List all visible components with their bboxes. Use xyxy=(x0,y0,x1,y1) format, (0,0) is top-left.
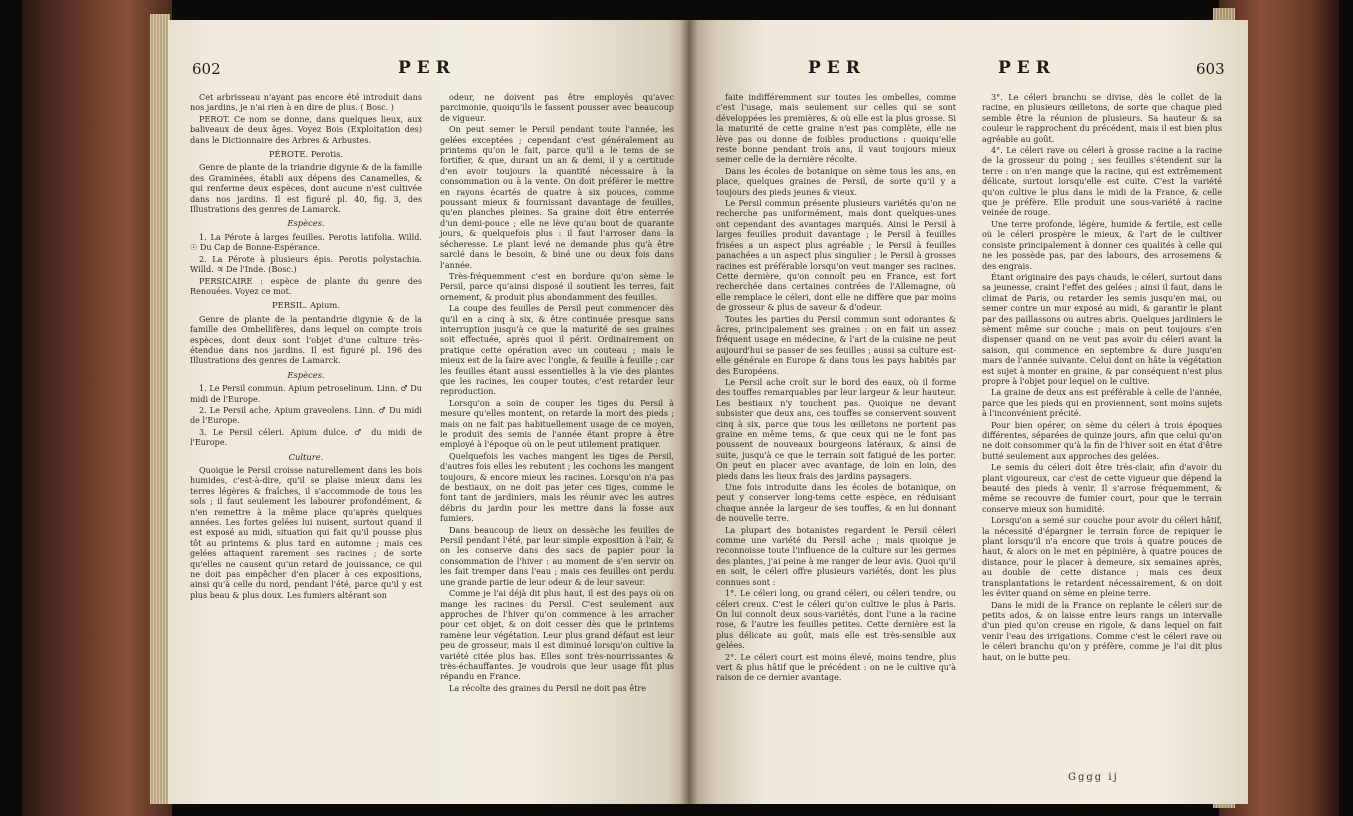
paragraph: PERSIL. Apium. xyxy=(271,300,341,311)
paragraph: PÉROTE. Perotis. xyxy=(268,149,344,160)
paragraph: La graine de deux ans est préférable à celle de l'année, parce que les pieds qui en proviennent, sont moins sujets à l'inconvénient précité. xyxy=(982,387,1222,419)
paragraph: 2°. Le céleri court est moins élevé, moins tendre, plus vert & plus hâtif que le précédent : on ne le cultive qu'à raison de ce dernier avantage. xyxy=(716,651,956,683)
paragraph: PEROT. Ce nom se donne, dans quelques lieux, aux baliveaux de deux âges. Voyez Bois (Exploitation des) dans le Dictionnaire des Arbres & Arbustes. xyxy=(190,113,422,145)
left-page-number: 602 xyxy=(192,60,221,78)
paragraph: La plupart des botanistes regardent le Persil céleri comme une variété du Persil ache ; mais quoique je reconnoisse toute l'influence de la culture sur les germes des plantes, j'ai peine à me ranger de leur avis. Quoi qu'il en soit, le céleri offre plusieurs variétés, dont les plus connues sont : xyxy=(716,524,956,587)
paragraph: Toutes les parties du Persil commun sont odorantes & âcres, principalement ses graines : on en fait un assez fréquent usage en médecine, & l'art de la cuisine ne peut aujourd'hui se passer de ses feuilles ; aussi sa culture est-elle générale en Europe & dans tous les pays habités par des Européens. xyxy=(716,313,956,376)
paragraph: Culture. xyxy=(288,451,324,462)
paragraph: 1. Le Persil commun. Apium petroselinum. Linn. ♂ Du midi de l'Europe. xyxy=(190,383,422,404)
left-page xyxy=(168,20,688,804)
paragraph: La récolte des graines du Persil ne doit pas être xyxy=(449,682,647,693)
paragraph: 4°. Le céleri rave ou céleri à grosse racine a la racine de la grosseur du poing ; ses feuilles s'étendent sur la terre : on n'en mange que la racine, qui est extrêmement délicate, surtout lorsqu'elle est cuite. C'est la variété qu'on cultive le plus dans le midi de la France, & celle que je préfère. Elle produit une sous-variété à racine veinée de rouge. xyxy=(982,145,1222,218)
paragraph: odeur, ne doivent pas être employés qu'avec parcimonie, quoiqu'ils le fassent pousser avec beaucoup de vigueur. xyxy=(440,92,674,123)
paragraph: Espèces. xyxy=(287,369,325,380)
book-gutter xyxy=(680,20,698,804)
paragraph: Quelquefois les vaches mangent les tiges de Persil, d'autres fois elles les rebutent ; les cochons les mangent toujours, & encore mieux les racines. Lorsqu'on n'a pas de bestiaux, on ne doit pas jeter ces tiges, comme le font tant de jardiniers, mais les réunir avec les autres débris du jardin pour les mettre dans la fosse aux fumiers. xyxy=(440,450,674,524)
right-column-2 xyxy=(982,92,1222,663)
paragraph: 3°. Le céleri branchu se divise, dès le collet de la racine, en plusieurs œilletons, de sorte que chaque pied semble être la réunion de plusieurs. Sa hauteur & sa couleur le rapprochent du précédent, mais il est bien plus agréable au goût. xyxy=(982,92,1222,144)
paragraph: Genre de plante de la pentandrie digynie & de la famille des Ombellifères, dans lequel on compte trois espèces, dont deux sont l'objet d'une culture très-étendue dans nos jardins. Il est figuré pl. 196 des Illustrations des genres de Lamarck. xyxy=(190,313,422,366)
left-column-2 xyxy=(440,92,674,694)
paragraph: 1°. Le céleri long, ou grand céleri, ou céleri tendre, ou céleri creux. C'est le céleri qu'on cultive le plus à Paris. On lui connoît deux sous-variétés, dont l'une a la racine rose, & l'autre les feuilles petites. Cette dernière est la plus délicate au goût, mais elle est très-sensible aux gelées. xyxy=(716,588,956,651)
left-page-edges xyxy=(150,14,170,804)
paragraph: Dans les écoles de botanique on sème tous les ans, en place, quelques graines de Persil, de sorte qu'il y a toujours des pieds jeunes & vieux. xyxy=(716,165,956,197)
paragraph: 2. Le Persil ache. Apium graveolens. Linn. ♂ Du midi de l'Europe. xyxy=(190,404,422,426)
right-running-head-2: PER xyxy=(998,58,1056,78)
paragraph: faite indifféremment sur toutes les ombelles, comme c'est l'usage, mais seulement sur celles qui se sont développées les premières, & où elle est la plus grosse. Si la maturité de cette graine n'est pas complète, elle ne lève pas ou donne de foibles productions : quoiqu'elle reste bonne pendant trois ans, il vaut toujours mieux semer celle de la dernière récolte. xyxy=(716,92,956,165)
paragraph: Dans le midi de la France on replante le céleri sur de petits ados, & on laisse entre leurs rangs un intervalle d'un pied qu'on creuse en rigole, & dans lequel on fait venir l'eau des irrigations. Comme c'est le céleri rave ou le céleri branchu qu'on y préfère, comme je l'ai dit plus haut, on le butte peu. xyxy=(982,599,1222,662)
signature-mark: Gggg ij xyxy=(1068,772,1119,783)
paragraph: Pour bien opérer, on sème du céleri à trois époques différentes, séparées de quinze jours, afin que celui qu'on ne doit consommer qu'à la fin de l'hiver soit en état d'être butté seulement aux approches des gelées. xyxy=(982,419,1222,461)
paragraph: Genre de plante de la triandrie digynie & de la famille des Graminées, établi aux dépens des Canamelles, & qui renferme deux espèces, dont aucune n'est cultivée dans nos jardins. Il est figuré pl. 40, fig. 3, des Illustrations des genres de Lamarck. xyxy=(190,162,422,215)
paragraph: Cet arbrisseau n'ayant pas encore été introduit dans nos jardins, je n'ai rien à en dire de plus. ( Bosc. ) xyxy=(190,92,422,113)
paragraph: Quoique le Persil croisse naturellement dans les bois humides, c'est-à-dire, qu'il se plaise mieux dans les terres légères & fraîches, il s'accommode de tous les sols ; il faut seulement les labourer profondément, & n'en remettre à la même place qu'après quelques années. Les fortes gelées lui nuisent, surtout quand il est exposé au midi, situation qui fait qu'il pousse plus tôt au printems & plus tard en automne ; mais ces gelées attaquent rarement ses racines ; de sorte qu'elles ne causent qu'un retard de jouissance, ce qui ne doit pas empêcher d'en placer à ces expositions, ainsi qu'à celle du nord, pendant l'été, parce qu'il y est plus beau & plus doux. Les fumiers altérant son xyxy=(190,465,422,600)
paragraph: La coupe des feuilles de Persil peut commencer dès qu'il en a cinq à six, & être continuée presque sans interruption jusqu'à ce que la maturité de ses graines soit effectuée, après quoi il périt. Ordinairement on pratique cette opération avec un couteau ; mais le mieux est de la faire avec l'ongle, & feuille à feuille ; car les feuilles étant aussi essentielles à la vie des plantes que les racines, les couper toutes, c'est retarder leur reproduction. xyxy=(440,303,674,397)
paragraph: Très-fréquemment c'est en bordure qu'on sème le Persil, parce qu'ainsi disposé il soutient les terres, fait ornement, & produit plus abondamment des feuilles. xyxy=(440,270,674,302)
paragraph: Espèces. xyxy=(287,218,325,229)
right-column-1 xyxy=(716,92,956,684)
paragraph: PERSICAIRE : espèce de plante du genre des Renouées. Voyez ce mot. xyxy=(190,275,422,296)
paragraph: Le semis du céleri doit être très-clair, afin d'avoir du plant vigoureux, car c'est de cette vigueur que dépend la beauté des pieds à venir. Il s'arrose fréquemment, & même se recouvre de fumier court, pour que le terrain conserve mieux son humidité. xyxy=(982,462,1222,514)
paragraph: Comme je l'ai déjà dit plus haut, il est des pays où on mange les racines du Persil. C'est seulement aux approches de l'hiver qu'on commence à les arracher pour cet objet, & on doit cesser dès que le printems ramène leur végétation. Leur plus grand défaut est leur peu de grosseur, mais il est diminué lorsqu'on cultive la variété citée plus bas. Elles sont très-nourrissantes & très-échauffantes. Je voudrois que leur usage fût plus répandu en France. xyxy=(440,588,674,682)
right-page-number: 603 xyxy=(1196,60,1225,78)
paragraph: Le Persil commun présente plusieurs variétés qu'on ne recherche pas uniformément, mais dont quelques-unes ont cependant des avantages marqués. Ainsi le Persil à larges feuilles produit davantage ; le Persil à feuilles frisées a un aspect plus agréable ; le Persil à feuilles panachées a un aspect plus singulier ; le Persil à grosses racines est préférable lorsqu'on veut manger ses racines. Cette dernière, qu'on connoît peu en France, est fort recherchée dans certaines contrées de l'Allemagne, où elle remplace le céleri, dont elle ne diffère que par moins de grosseur & plus de saveur & d'odeur. xyxy=(716,198,956,313)
left-column-1 xyxy=(190,92,422,601)
paragraph: Une terre profonde, légère, humide & fertile, est celle où le céleri prospère le mieux, & l'art de le cultiver consiste principalement à donner ces qualités à celle qui ne les possède pas, par des labours, des arrosemens & des engrais. xyxy=(982,218,1222,271)
right-running-head-1: PER xyxy=(808,58,866,78)
paragraph: 1. La Pérote à larges feuilles. Perotis latifolia. Willd. ☉ Du Cap de Bonne-Espérance. xyxy=(190,231,422,253)
paragraph: On peut semer le Persil pendant toute l'année, les gelées exceptées ; cependant c'est généralement au printems qu'on le fait, parce qu'il a le tems de se fortifier, & que, durant un an & demi, il y a certitude d'en avoir toujours la quantité nécessaire à la consommation ou à la vente. On doit préférer le mettre en rayons écartés de quatre à six pouces, comme poussant mieux & fournissant davantage de feuilles, qu'en planches pleines. Sa graine doit être enterrée d'un demi-pouce ; elle ne lève qu'au bout de quarante jours, & quelquefois plus : il faut l'arroser dans la sécheresse. Le plant levé ne demande plus qu'à être sarclé dans le besoin, & biné une ou deux fois dans l'année. xyxy=(440,124,674,270)
right-page xyxy=(688,20,1248,804)
paragraph: Le Persil ache croît sur le bord des eaux, où il forme des touffes remarquables par leur largeur & leur hauteur. Les bestiaux n'y touchent pas. Quoique ne devant subsister que deux ans, ces touffes se conservent souvent cinq à six, parce que tous les œilletons ne portent pas graine en même tems, & que ceux qui ne le font pas poussent de nouveaux bourgeons latéraux, & ainsi de suite, jusqu'à ce que le terrain soit fatigué de les porter. On peut en placer avec avantage, de loin en loin, des pieds dans les lieux frais des jardins paysagers. xyxy=(716,376,956,481)
paragraph: 3. Le Persil céleri. Apium dulce. ♂ du midi de l'Europe. xyxy=(190,426,422,448)
paragraph: Lorsqu'on a semé sur couche pour avoir du céleri hâtif, la nécessité d'épargner le terrain force de repiquer le plant lorsqu'il n'a encore que trois à quatre pouces de haut, & alors on le met en pépinière, à quatre pouces de distance, pour le placer à demeure, six semaines après, au double de cette distance ; mais ces deux transplantations le retardent nécessairement, & on doit les éviter quand on sème en pleine terre. xyxy=(982,515,1222,599)
paragraph: 2. La Pérote à plusieurs épis. Perotis polystachia. Willd. ♃ De l'Inde. (Bosc.) xyxy=(190,253,422,275)
paragraph: Lorsqu'on a soin de couper les tiges du Persil à mesure qu'elles montent, on retarde la mort des pieds ; mais on ne fait pas habituellement usage de ce moyen, le produit des semis de l'année étant propre à être employé à l'époque où on le peut utilement pratiquer. xyxy=(440,397,674,450)
left-running-head: PER xyxy=(398,58,456,78)
paragraph: Dans beaucoup de lieux on dessèche les feuilles de Persil pendant l'été, par leur simple exposition à l'air, & on les conserve dans des sacs de papier pour la consommation de l'hiver : au moment de s'en servir on les fait tremper dans l'eau ; mais ces feuilles ont perdu une grande partie de leur odeur & de leur saveur. xyxy=(440,524,674,587)
paragraph: Étant originaire des pays chauds, le céleri, surtout dans sa jeunesse, craint l'effet des gelées ; ainsi il faut, dans le climat de Paris, ou retarder les semis jusqu'en mai, ou semer contre un mur exposé au midi, & garantir le plant par des paillassons ou autres abris. Quelques jardiniers le sèment même sur couche ; mais on peut toujours s'en dispenser quand on ne veut pas avoir du céleri avant la saison, qui commence en septembre & dure jusqu'en mars de l'année suivante. Celui dont on hâte la végétation est sujet à monter en graine, & par conséquent n'est plus propre à l'objet pour lequel on le cultive. xyxy=(982,271,1222,386)
paragraph: Une fois introduite dans les écoles de botanique, on peut y conserver long-tems cette espèce, en réduisant chaque année la largeur de ses touffes, & en lui donnant de nouvelle terre. xyxy=(716,482,956,524)
